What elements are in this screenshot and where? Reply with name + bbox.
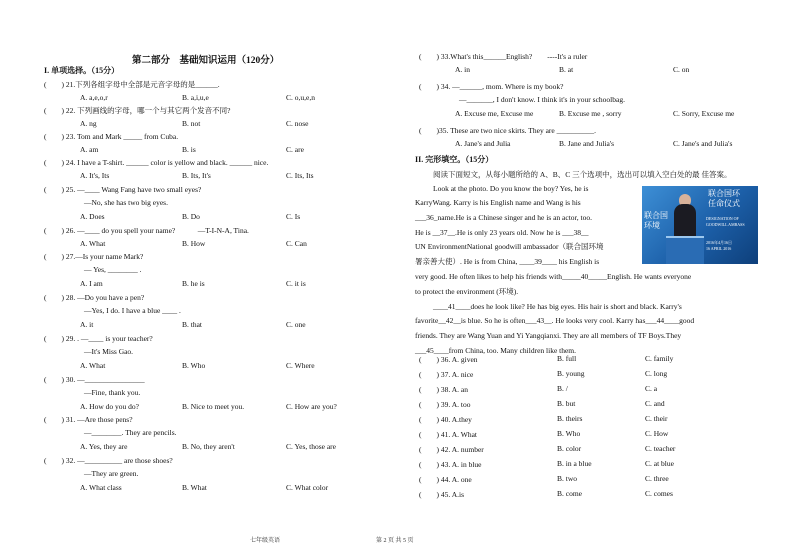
answer-option: A. Does xyxy=(80,212,105,221)
passage-line: He is __37__.He is only 23 years old. Now he is ___38__ xyxy=(415,228,589,237)
answer-option: C. o,u,e,n xyxy=(286,93,315,102)
cloze-option-b: B. color xyxy=(557,444,582,453)
answer-option: A. am xyxy=(80,145,99,154)
answer-option: A. Excuse me, Excuse me xyxy=(455,109,534,118)
cloze-option-c: C. family xyxy=(645,354,674,363)
question-stem: ( ) 28. —Do you have a pen? xyxy=(44,293,145,302)
answer-option: A. It's, Its xyxy=(80,171,110,180)
answer-option: A. What xyxy=(80,239,106,248)
cloze-question: ( ) 44. A. one xyxy=(419,475,472,484)
question-stem: ( ) 31. —Are those pens? xyxy=(44,415,133,424)
question-stem: ( ) 32. —__________ are those shoes? xyxy=(44,456,173,465)
footer-subject: 七年级英语 xyxy=(250,538,281,544)
cloze-question: ( ) 41. A. What xyxy=(419,430,477,439)
passage-line: Look at the photo. Do you know the boy? Yes, he is xyxy=(433,184,589,193)
cloze-question: ( ) 37. A. nice xyxy=(419,370,474,379)
answer-option: A. Jane's and Julia xyxy=(455,139,511,148)
passage-line: ___45____from China, too. Many children like them. xyxy=(415,346,577,355)
answer-option: A. What xyxy=(80,361,106,370)
cloze-option-c: C. and xyxy=(645,399,665,408)
cloze-option-b: B. / xyxy=(557,384,568,393)
question-response-line: —No, she has two big eyes. xyxy=(84,198,168,207)
cloze-option-b: B. in a blue xyxy=(557,459,592,468)
answer-option: A. How do you do? xyxy=(80,402,139,411)
photo-banner-3: 联合国 xyxy=(644,211,668,220)
answer-option: B. What xyxy=(182,483,207,492)
passage-line: KarryWang. Karry is his English name and Wang is his xyxy=(415,198,581,207)
passage-line: friends. They are Wang Yuan and Yi Yangqianxi. They are all members of TF Boys.They xyxy=(415,331,682,340)
answer-option: B. How xyxy=(182,239,206,248)
question-stem: ( ) 24. I have a T-shirt. ______ color is yellow and black. ______ nice. xyxy=(44,158,269,167)
answer-option: A. it xyxy=(80,320,94,329)
part2-heading: II. 完形填空。（15分） xyxy=(415,155,494,164)
photo-banner-5: DESIGNATION OF xyxy=(706,216,739,221)
answer-option: C. What color xyxy=(286,483,329,492)
cloze-question: ( ) 39. A. too xyxy=(419,400,471,409)
question-response-line: —________. They are pencils. xyxy=(84,428,177,437)
answer-option: C. Is xyxy=(286,212,301,221)
cloze-option-b: B. come xyxy=(557,489,582,498)
answer-option: B. is xyxy=(182,145,196,154)
cloze-option-c: C. three xyxy=(645,474,669,483)
question-stem: ( ) 21.下列各组字母中全部是元音字母的是______. xyxy=(44,80,220,89)
cloze-option-c: C. a xyxy=(645,384,658,393)
answer-option: B. he is xyxy=(182,279,205,288)
cloze-question: ( ) 36. A. given xyxy=(419,355,478,364)
cloze-intro: 阅读下面短文，从每小题所给的 A、B、C 三个选项中，选出可以填入空白处的最 佳答案。 xyxy=(433,170,732,179)
question-response-line: — Yes, ________ . xyxy=(84,265,142,274)
cloze-question: ( ) 43. A. in blue xyxy=(419,460,482,469)
photo-banner-6: GOODWILL AMBASS xyxy=(706,222,745,227)
answer-option: A. Yes, they are xyxy=(80,442,128,451)
photo-banner-7: 2016年4月16日 xyxy=(706,240,732,245)
karry-wang-photo xyxy=(642,186,758,264)
question-stem: ( ) 33.What's this______English? ----It's a ruler xyxy=(419,52,588,61)
photo-banner-1: 联合国环 xyxy=(708,189,740,198)
cloze-question: ( ) 38. A. an xyxy=(419,385,468,394)
cloze-option-b: B. full xyxy=(557,354,577,363)
answer-option: B. No, they aren't xyxy=(182,442,235,451)
answer-option: C. Yes, those are xyxy=(286,442,336,451)
question-response-line: —_______, I don't know. I think it's in your schoolbag. xyxy=(459,95,625,104)
cloze-option-c: C. their xyxy=(645,414,668,423)
answer-option: A. in xyxy=(455,65,470,74)
photo-banner-4: 环境 xyxy=(644,221,660,230)
answer-option: C. Where xyxy=(286,361,315,370)
cloze-option-c: C. at blue xyxy=(645,459,674,468)
answer-option: B. Jane and Julia's xyxy=(559,139,615,148)
question-stem: ( ) 22. 下列画线的字母，哪一个与其它两个发音不同? xyxy=(44,106,231,115)
answer-option: C. How are you? xyxy=(286,402,337,411)
question-response-line: —They are green. xyxy=(84,469,139,478)
question-stem: ( ) 34. —______, mom. Where is my book? xyxy=(419,82,564,91)
section-title: 第二部分 基础知识运用（120分） xyxy=(132,56,280,66)
answer-option: A. I am xyxy=(80,279,103,288)
answer-option: B. Nice to meet you. xyxy=(182,402,245,411)
cloze-option-c: C. How xyxy=(645,429,669,438)
question-stem: ( ) 29. . —____ is your teacher? xyxy=(44,334,153,343)
right-column xyxy=(415,0,760,550)
cloze-question: ( ) 45. A.is xyxy=(419,490,464,499)
passage-line: ___36_name.He is a Chinese singer and he is an actor, too. xyxy=(415,213,592,222)
photo-banner-2: 任命仪式 xyxy=(708,199,740,208)
answer-option: C. one xyxy=(286,320,306,329)
question-stem: ( ) 26. —____ do you spell your name? —T-I-N-A, Tina. xyxy=(44,226,249,235)
answer-option: C. Jane's and Julia's xyxy=(673,139,733,148)
question-stem: ( ) 23. Tom and Mark _____ from Cuba. xyxy=(44,132,179,141)
answer-option: A. What class xyxy=(80,483,122,492)
cloze-question: ( ) 40. A.they xyxy=(419,415,472,424)
answer-option: B. Who xyxy=(182,361,206,370)
passage-line: very good. He often likes to help his friends with_____40_____English. He wants everyone xyxy=(415,272,692,281)
answer-option: B. not xyxy=(182,119,201,128)
left-column xyxy=(40,0,385,550)
answer-option: B. Do xyxy=(182,212,200,221)
cloze-option-b: B. but xyxy=(557,399,576,408)
cloze-option-c: C. long xyxy=(645,369,668,378)
question-response-line: —It's Miss Gao. xyxy=(84,347,134,356)
question-stem: ( ) 27.—Is your name Mark? xyxy=(44,252,144,261)
passage-line: ____41____does he look like? He has big eyes. His hair is short and black. Karry's xyxy=(433,302,682,311)
passage-line: favorite__42__is blue. So he is often___43__. He looks very cool. Karry has___44____good xyxy=(415,316,695,325)
answer-option: C. it is xyxy=(286,279,306,288)
cloze-option-b: B. young xyxy=(557,369,585,378)
cloze-option-b: B. Who xyxy=(557,429,581,438)
answer-option: B. Excuse me , sorry xyxy=(559,109,622,118)
answer-option: A. a,e,o,r xyxy=(80,93,108,102)
answer-option: C. nose xyxy=(286,119,309,128)
question-stem: ( ) 25. —____ Wang Fang have two small eyes? xyxy=(44,185,202,194)
answer-option: B. Its, It's xyxy=(182,171,211,180)
cloze-option-c: C. teacher xyxy=(645,444,676,453)
question-response-line: —Fine, thank you. xyxy=(84,388,141,397)
passage-line: UN EnvironmentNational goodwill ambassador（联合国环境 xyxy=(415,242,604,251)
answer-option: B. a,i,u,e xyxy=(182,93,209,102)
cloze-option-c: C. comes xyxy=(645,489,673,498)
question-stem: ( ) 30. —________________ xyxy=(44,375,145,384)
cloze-option-b: B. theirs xyxy=(557,414,583,423)
answer-option: B. that xyxy=(182,320,202,329)
footer-page-number: 第 2 页 共 5 页 xyxy=(376,538,414,544)
photo-banner-8: 16 APRIL 2016 xyxy=(706,246,732,251)
answer-option: C. are xyxy=(286,145,304,154)
cloze-question: ( ) 42. A. number xyxy=(419,445,484,454)
answer-option: C. Sorry, Excuse me xyxy=(673,109,735,118)
answer-option: C. on xyxy=(673,65,690,74)
cloze-option-b: B. two xyxy=(557,474,578,483)
podium xyxy=(666,236,704,264)
question-response-line: —Yes, I do. I have a blue ____ . xyxy=(84,306,181,315)
answer-option: B. at xyxy=(559,65,574,74)
answer-option: A. ng xyxy=(80,119,97,128)
answer-option: C. Can xyxy=(286,239,307,248)
part1-heading: I. 单项选择。（15分） xyxy=(44,66,120,75)
question-stem: ( )35. These are two nice skirts. They are __________. xyxy=(419,126,596,135)
passage-line: 署亲善大使）. He is from China, ____39____ his English is xyxy=(415,257,600,266)
answer-option: C. Its, Its xyxy=(286,171,314,180)
passage-line: to protect the environment (环境). xyxy=(415,287,519,296)
